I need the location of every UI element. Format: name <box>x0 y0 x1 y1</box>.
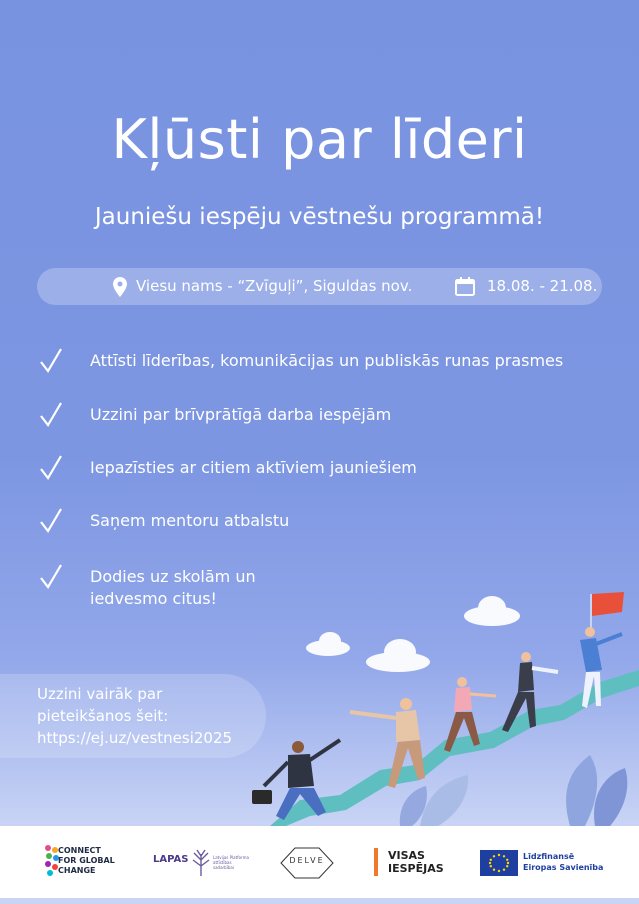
cloud-icon <box>306 596 520 672</box>
benefit-text: Saņem mentoru atbalstu <box>90 511 290 530</box>
checkmark-icon <box>40 564 62 590</box>
visas-iespejas-logo <box>374 848 454 878</box>
checkmark-icon <box>40 348 62 374</box>
event-location: Viesu nams - “Zvīguļi”, Siguldas nov. <box>136 277 413 295</box>
checkmark-icon <box>40 402 62 428</box>
delve-logo <box>279 846 335 880</box>
sponsor-footer <box>0 826 639 898</box>
logo-text: Līdzfinansē <box>523 852 575 861</box>
cta-line: Uzzini vairāk par <box>37 685 163 703</box>
orange-bar <box>374 848 378 876</box>
checkmark-icon <box>40 455 62 481</box>
logo-text: LAPAS <box>153 854 189 865</box>
benefit-text: Uzzini par brīvprātīgā darba iespējām <box>90 405 392 424</box>
event-info-bar <box>37 268 602 305</box>
benefit-text: Iepazīsties ar citiem aktīviem jauniešiem <box>90 458 417 477</box>
logo-text: DELVE <box>289 856 325 865</box>
logo-text: VISAS <box>388 849 425 862</box>
page-title: Kļūsti par līderi <box>111 108 528 171</box>
logo-text: FOR GLOBAL <box>58 856 115 865</box>
registration-info <box>0 674 266 758</box>
logo-subtext: Latvijas Platforma attīstības sadarbībai <box>213 855 249 870</box>
bottom-strip <box>0 898 639 904</box>
checkmark-icon <box>40 508 62 534</box>
page-subtitle: Jauniešu iespēju vēstnešu programmā! <box>94 204 545 230</box>
eu-cofunded-logo <box>480 850 610 876</box>
calendar-icon <box>455 277 475 296</box>
logo-text: IESPĒJAS <box>388 862 444 875</box>
climbing-people-illustration <box>230 590 639 826</box>
logo-text: CONNECT <box>58 846 101 855</box>
logo-text: Eiropas Savienība <box>523 863 604 872</box>
tree-icon <box>191 848 211 876</box>
connect-for-global-change-logo <box>44 840 124 884</box>
benefit-text: Dodies uz skolām un <box>90 567 256 586</box>
registration-link[interactable]: https://ej.uz/vestnesi2025 <box>37 729 233 747</box>
cta-line: pieteikšanos šeit: <box>37 707 169 725</box>
benefit-text: iedvesmo citus! <box>90 589 217 608</box>
benefit-text: Attīsti līderības, komunikācijas un publiskās runas prasmes <box>90 351 564 370</box>
map-pin-icon <box>113 277 127 297</box>
logo-text: CHANGE <box>58 866 96 875</box>
event-dates: 18.08. - 21.08. <box>487 277 598 295</box>
lapas-logo <box>153 848 253 878</box>
eu-flag-icon <box>480 850 518 876</box>
